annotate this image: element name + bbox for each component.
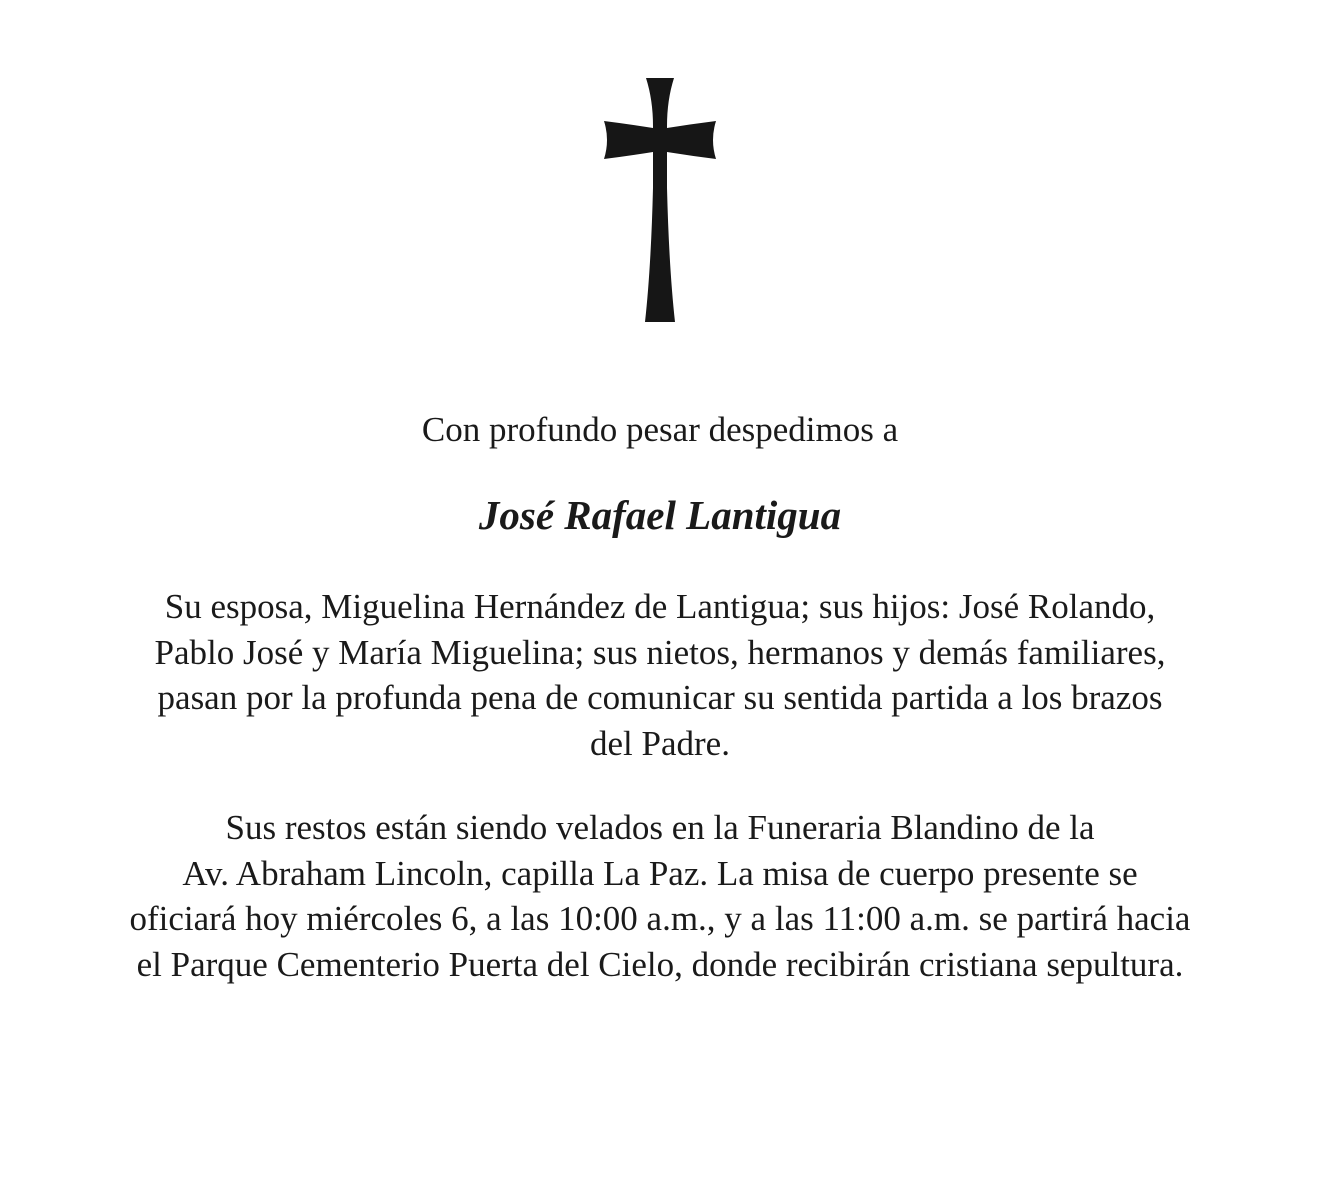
paragraph-line: Pablo José y María Miguelina; sus nietos, hermanos y demás familiares,	[154, 632, 1166, 672]
deceased-name: José Rafael Lantigua	[478, 492, 842, 538]
service-paragraph	[40, 805, 1280, 987]
latin-cross-icon	[604, 78, 716, 322]
paragraph-line: Sus restos están siendo velados en la Funeraria Blandino de la	[225, 808, 1095, 847]
paragraph-line: el Parque Cementerio Puerta del Cielo, donde recibirán cristiana sepultura.	[136, 944, 1184, 984]
family-paragraph	[40, 584, 1280, 766]
paragraph-line: pasan por la profunda pena de comunicar su sentida partida a los brazos	[157, 678, 1163, 717]
cross-container	[0, 78, 1320, 322]
paragraph-line: Av. Abraham Lincoln, capilla La Paz. La misa de cuerpo presente se	[182, 853, 1138, 893]
paragraph-line: oficiará hoy miércoles 6, a las 10:00 a.m., y a las 11:00 a.m. se partirá hacia	[129, 899, 1191, 938]
paragraph-line: Su esposa, Miguelina Hernández de Lantigua; sus hijos: José Rolando,	[164, 587, 1156, 626]
paragraph-line: del Padre.	[590, 723, 730, 763]
intro-text: Con profundo pesar despedimos a	[421, 410, 899, 449]
